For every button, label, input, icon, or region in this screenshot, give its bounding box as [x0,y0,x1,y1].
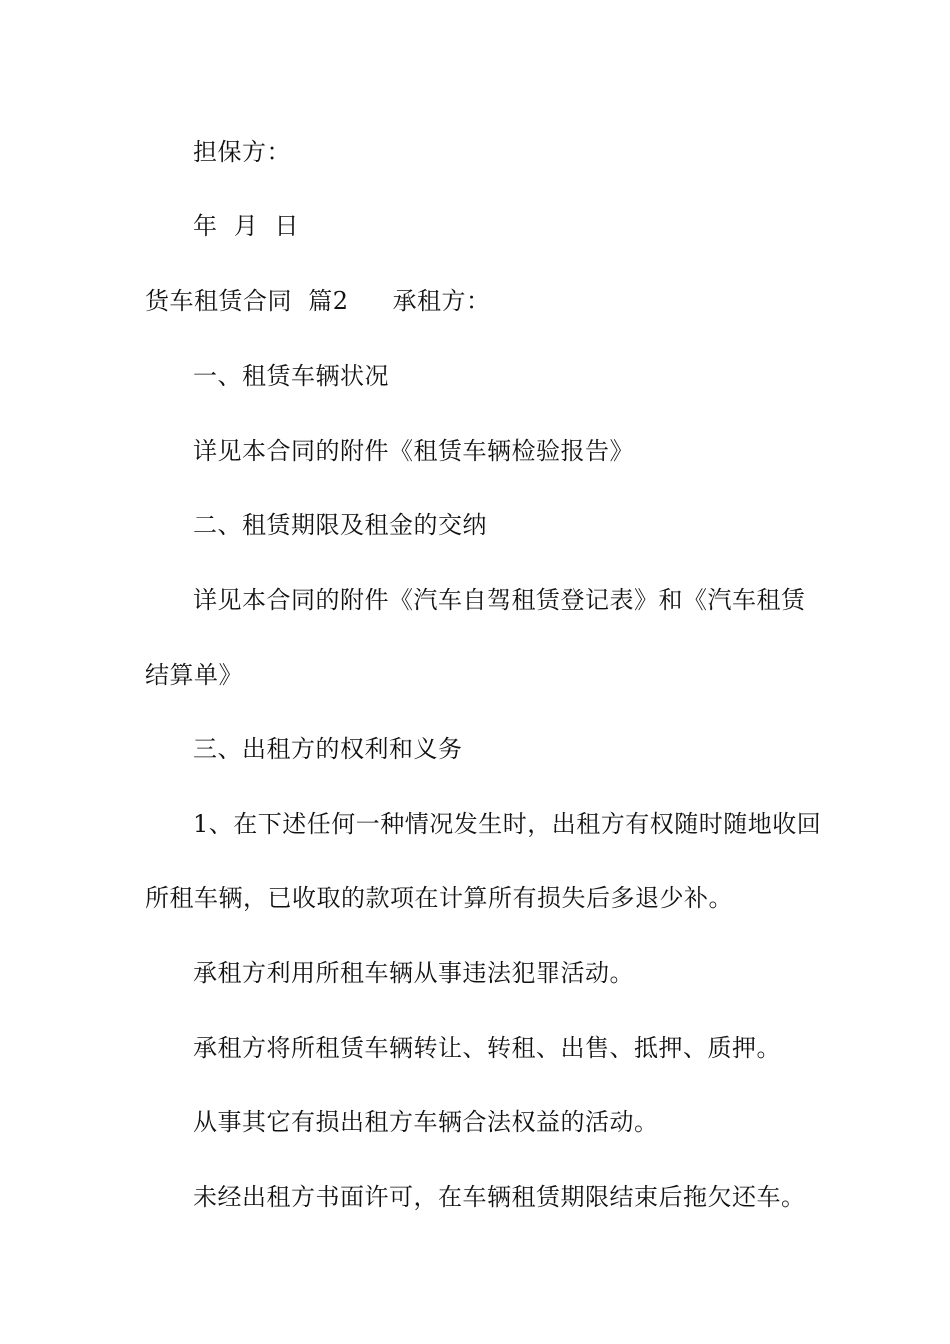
section2-text-line1: 详见本合同的附件《汽车自驾租赁登记表》和《汽车租赁 [193,586,806,614]
guarantor-label: 担保方： [193,138,291,166]
section1-heading: 一、租赁车辆状况 [193,362,389,390]
contract-title: 货车租赁合同 篇2 [145,287,349,315]
title-row [145,286,491,316]
case-item-4: 未经出租方书面许可，在车辆租赁期限结束后拖欠还车。 [193,1183,806,1211]
case-item-1: 承租方利用所租车辆从事违法犯罪活动。 [193,959,634,987]
lessee-label: 承租方： [392,287,491,315]
section3-heading: 三、出租方的权利和义务 [193,735,463,763]
section1-text: 详见本合同的附件《租赁车辆检验报告》 [193,437,634,465]
section2-heading: 二、租赁期限及租金的交纳 [193,511,487,539]
clause1-line1: 1、在下述任何一种情况发生时，出租方有权随时随地收回 [193,810,822,838]
case-item-3: 从事其它有损出租方车辆合法权益的活动。 [193,1108,659,1136]
date-line: 年 月 日 [193,212,300,240]
section2-text-line2: 结算单》 [145,661,243,689]
clause1-line2: 所租车辆，已收取的款项在计算所有损失后多退少补。 [145,884,733,912]
case-item-2: 承租方将所租赁车辆转让、转租、出售、抵押、质押。 [193,1034,781,1062]
